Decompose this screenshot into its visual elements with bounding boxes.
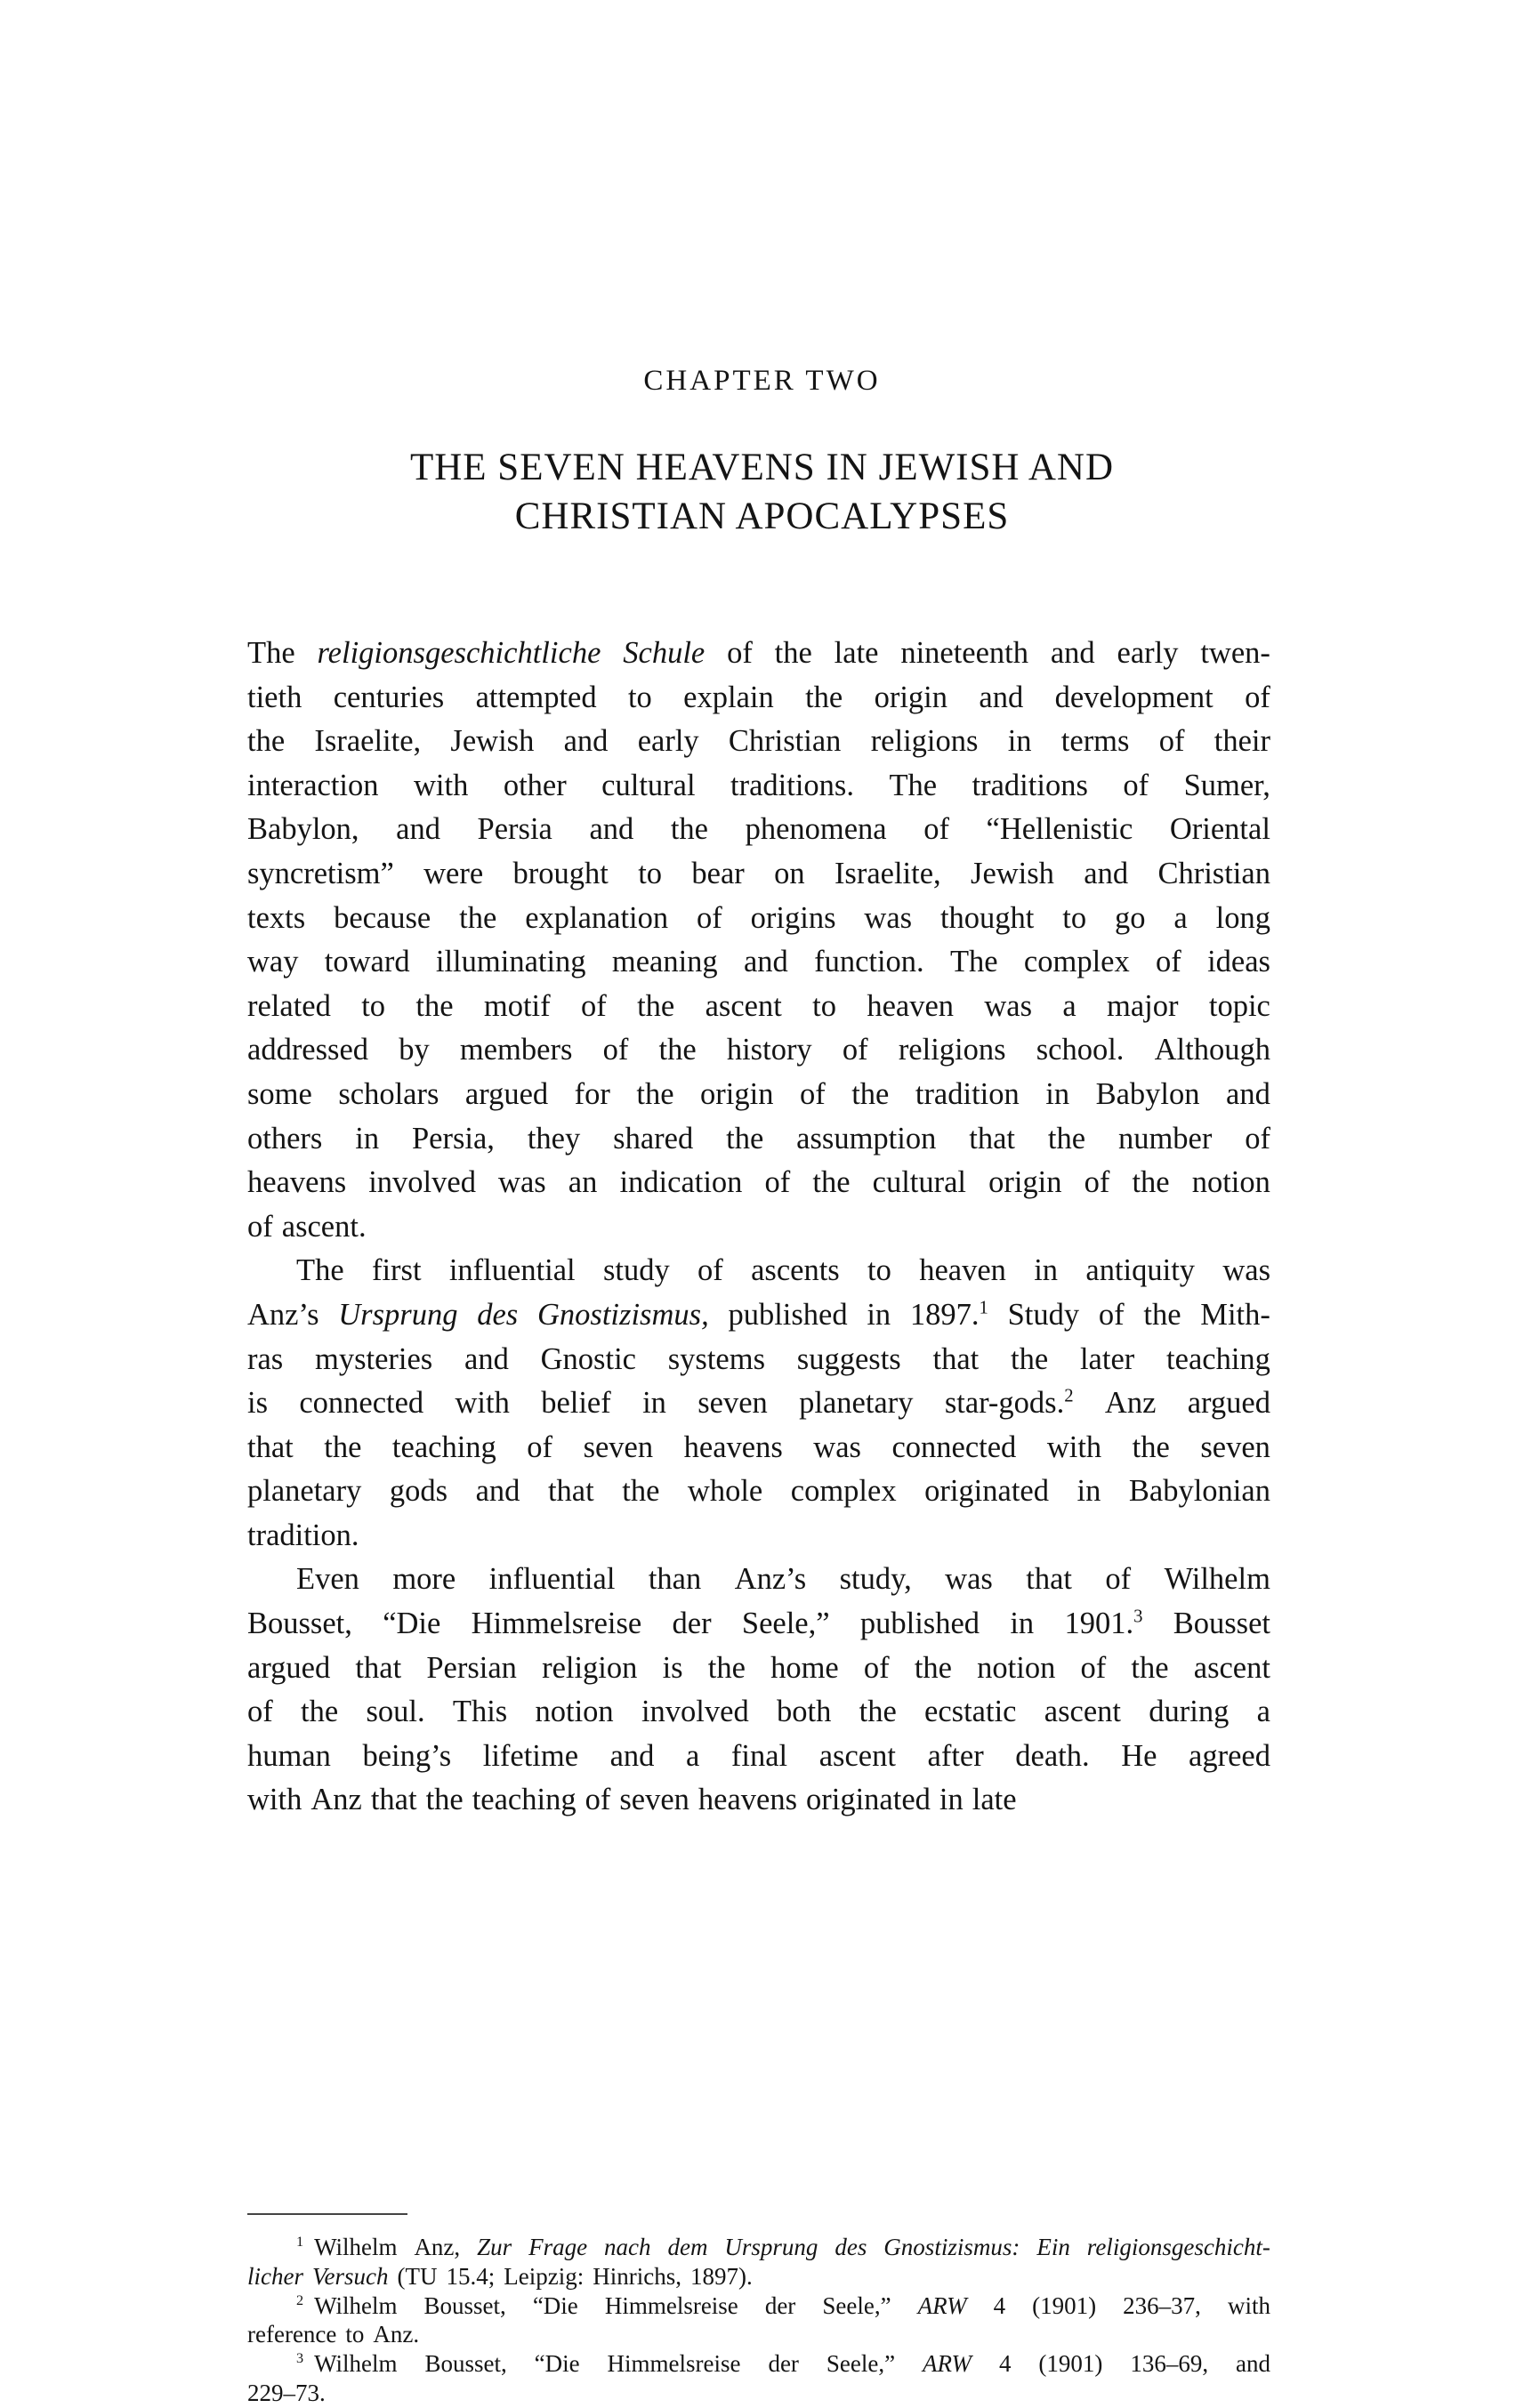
footnotes xyxy=(247,2233,1270,2408)
footnote-marker: 2 xyxy=(296,2291,304,2308)
paragraph-line: planetary gods and that the whole complex originated in Babylonian xyxy=(247,1474,1270,1509)
paragraph-line: related to the motif of the ascent to heaven was a major topic xyxy=(247,988,1270,1023)
paragraph-line: Babylon, and Persia and the phenomena of “Hellenistic Oriental xyxy=(247,812,1270,847)
paragraph-line: argued that Persian religion is the home of the notion of the ascent xyxy=(247,1650,1270,1685)
paragraph-line: tieth centuries attempted to explain the origin and development of xyxy=(247,680,1270,714)
paragraph-line: interaction with other cultural traditions. The traditions of Sumer, xyxy=(247,768,1270,802)
footnote-line: 229–73. xyxy=(247,2379,326,2406)
paragraph-line: the Israelite, Jewish and early Christian religions in terms of their xyxy=(247,724,1270,759)
footnote-text: Wilhelm Anz, Zur Frage nach dem Ursprung des Gnostizismus: Ein religionsgeschicht- xyxy=(314,2234,1270,2260)
chapter-label: CHAPTER TWO xyxy=(643,365,881,397)
paragraph-line: of the soul. This notion involved both the ecstatic ascent during a xyxy=(247,1695,1270,1729)
paragraph-line: way toward illuminating meaning and function. The complex of ideas xyxy=(247,945,1270,979)
chapter-title-line: THE SEVEN HEAVENS IN JEWISH AND xyxy=(409,447,1115,488)
paragraph-line: is connected with belief in seven planetary star-gods.$^2$ Anz argued xyxy=(247,1386,1270,1421)
chapter-title xyxy=(0,443,1524,541)
paragraph-line: some scholars argued for the origin of the tradition in Babylon and xyxy=(247,1076,1270,1111)
footnote-line: reference to Anz. xyxy=(247,2321,420,2348)
paragraph-line: addressed by members of the history of religions school. Although xyxy=(247,1033,1270,1067)
paragraph-line: tradition. xyxy=(247,1518,359,1552)
paragraph-line: Even more influential than Anz’s study, was that of Wilhelm xyxy=(296,1562,1270,1597)
footnote-first-line xyxy=(247,2291,1270,2321)
paragraph-line: that the teaching of seven heavens was connected with the seven xyxy=(247,1429,1270,1464)
paragraph-line: human being’s lifetime and a final ascent after death. He agreed xyxy=(247,1738,1270,1773)
chapter-title-line: CHRISTIAN APOCALYPSES xyxy=(514,495,1010,537)
footnote-first-line xyxy=(247,2349,1270,2379)
paragraph-line: The first influential study of ascents to heaven in antiquity was xyxy=(296,1253,1270,1288)
footnote-divider xyxy=(247,2213,407,2215)
paragraph-line: texts because the explanation of origins was thought to go a long xyxy=(247,900,1270,935)
paragraph-line: others in Persia, they shared the assumption that the number of xyxy=(247,1121,1270,1156)
paragraph-line: with Anz that the teaching of seven heavens originated in late xyxy=(247,1783,1017,1817)
body-text xyxy=(247,632,1270,1823)
paragraph-line: Bousset, “Die Himmelsreise der Seele,” published in 1901.$^3$ Bousset xyxy=(247,1607,1270,1641)
footnote-first-line xyxy=(247,2233,1270,2262)
footnote-marker: 3 xyxy=(296,2350,304,2367)
footnote-marker: 1 xyxy=(296,2234,304,2250)
footnote-line: licher Versuch (TU 15.4; Leipzig: Hinrichs, 1897). xyxy=(247,2262,753,2290)
paragraph-line: syncretism” were brought to bear on Israelite, Jewish and Christian xyxy=(247,856,1270,890)
paragraph-line: The religionsgeschichtliche Schule of the late nineteenth and early twen- xyxy=(247,636,1270,670)
footnote-text: Wilhelm Bousset, “Die Himmelsreise der Seele,” ARW 4 (1901) 236–37, with xyxy=(314,2291,1270,2319)
paragraph-line: ras mysteries and Gnostic systems suggests that the later teaching xyxy=(247,1341,1270,1376)
paragraph-line: of ascent. xyxy=(247,1209,367,1244)
paragraph-line: Anz’s Ursprung des Gnostizismus, published in 1897.$^1$ Study of the Mith- xyxy=(247,1297,1270,1332)
footnote-text: Wilhelm Bousset, “Die Himmelsreise der Seele,” ARW 4 (1901) 136–69, and xyxy=(314,2350,1270,2378)
paragraph-line: heavens involved was an indication of the cultural origin of the notion xyxy=(247,1165,1270,1200)
